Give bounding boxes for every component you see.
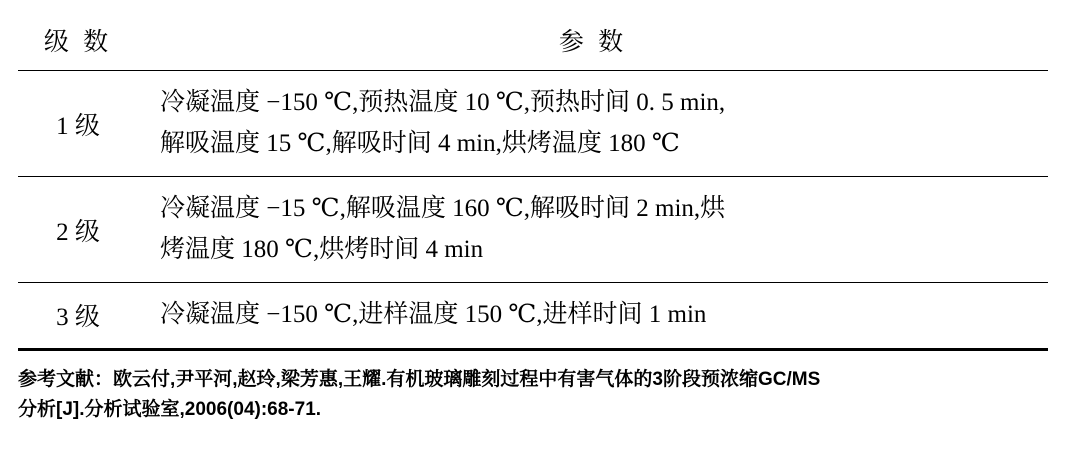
parameter-line: 冷凝温度 −15 ℃,解吸温度 160 ℃,解吸时间 2 min,烘: [160, 195, 726, 222]
parameter-line: 烤温度 180 ℃,烘烤时间 4 min: [160, 235, 484, 263]
cell-parameter: [138, 177, 1048, 283]
reference-line: 分析[J].分析试验室,2006(04):68-71.: [18, 398, 322, 420]
table-row: [18, 177, 1048, 283]
table-header: [18, 12, 1048, 71]
parameter-line: 冷凝温度 −150 ℃,预热温度 10 ℃,预热时间 0. 5 min,: [160, 89, 726, 116]
table-header-row: [18, 12, 1048, 71]
document-page: [0, 12, 1066, 462]
column-header-level: 级 数: [43, 29, 113, 56]
table-row: [18, 283, 1048, 350]
parameter-line: 解吸温度 15 ℃,解吸时间 4 min,烘烤温度 180 ℃: [160, 129, 680, 157]
cell-level: 1 级: [18, 71, 138, 177]
cell-parameter: [138, 71, 1048, 177]
reference-line: 参考文献：欧云付,尹平河,赵玲,梁芳惠,王耀.有机玻璃雕刻过程中有害气体的3阶段预浓缩GC/MS: [18, 368, 821, 390]
column-header-parameter: 参 数: [558, 29, 628, 56]
cell-level: 3 级: [18, 283, 138, 350]
cell-level: 2 级: [18, 177, 138, 283]
table-row: [18, 71, 1048, 177]
table-body: [18, 71, 1048, 350]
reference-block: [18, 365, 1048, 426]
parameter-table: [18, 12, 1048, 351]
parameter-line: 冷凝温度 −150 ℃,进样温度 150 ℃,进样时间 1 min: [160, 301, 707, 328]
cell-parameter: [138, 283, 1048, 350]
